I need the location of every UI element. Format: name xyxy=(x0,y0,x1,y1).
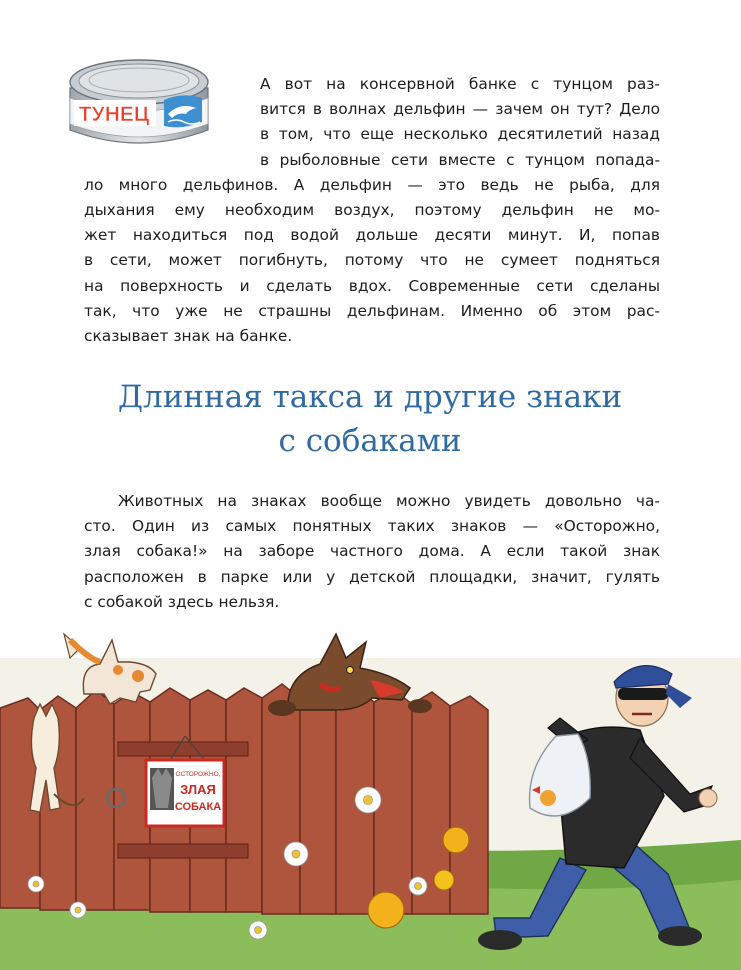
sign-top-text: ОСТОРОЖНО, xyxy=(175,771,221,778)
text-line: дыхания ему необходим воздух, поэтому дельфин не мо- xyxy=(84,200,660,219)
text-line: в рыболовные сети вместе с тунцом попада- xyxy=(260,150,660,169)
sign-line1-text: ЗЛАЯ xyxy=(180,782,216,797)
text-line: с собакой здесь нельзя. xyxy=(84,592,280,611)
text-line: расположен в парке или у детской площадки, значит, гулять xyxy=(84,567,660,586)
text-line: жет находиться под водой дольше десяти минут. И, попав xyxy=(84,226,660,245)
text-line: Животных на знаках вообще можно увидеть довольно ча- xyxy=(118,492,660,510)
text-line: вится в волнах дельфин — зачем он тут? Дело xyxy=(260,100,660,119)
text-line: сто. Один из самых понятных таких знаков — «Осторожно, xyxy=(84,517,660,536)
fence-scene-illustration xyxy=(0,618,741,970)
text-line: сказывает знак на банке. xyxy=(84,326,293,345)
heading-line-1: Длинная такса и другие знаки xyxy=(117,379,623,415)
paragraph-dog-signs xyxy=(84,489,660,615)
text-line: на поверхность и сделать вдох. Современные сети сделаны xyxy=(84,276,660,295)
paragraph-dolphin xyxy=(84,72,660,349)
heading-line-2: с собаками xyxy=(278,423,462,459)
section-heading xyxy=(80,375,660,463)
text-line: в том, что еще несколько десятилетий назад xyxy=(260,125,660,144)
can-label-text: ТУНЕЦ xyxy=(78,103,150,126)
text-line: злая собака!» на заборе частного дома. А если такой знак xyxy=(84,542,660,561)
text-line: так, что уже не страшны дельфинам. Именно об этом рас- xyxy=(84,301,660,320)
text-line: А вот на консервной банке с тунцом раз- xyxy=(260,75,660,93)
text-line: ло много дельфинов. А дельфин — это ведь не рыба, для xyxy=(84,175,660,194)
text-line: в сети, может погибнуть, потому что не сумеет подняться xyxy=(84,251,660,270)
sign-line2-text: СОБАКА xyxy=(174,801,222,813)
